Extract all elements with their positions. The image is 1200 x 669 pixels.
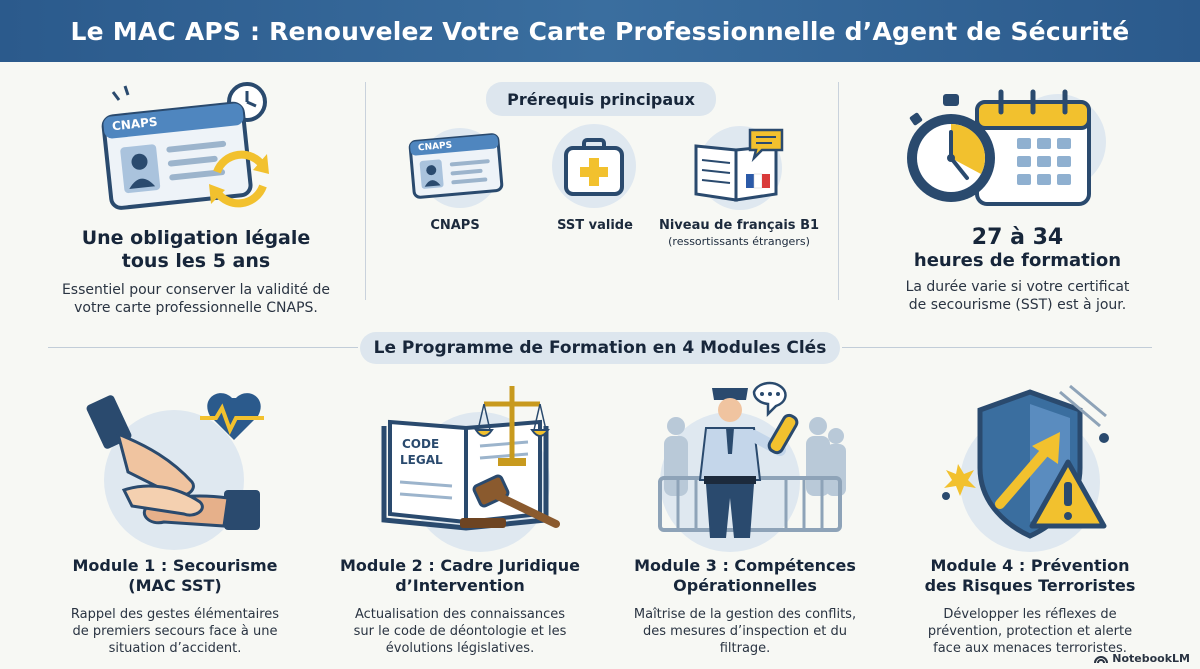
obligation-title-line2: tous les 5 ans [121, 250, 271, 272]
module3-text-line1: Maîtrise de la gestion des conflits, [633, 607, 857, 622]
obligation-text-line1: Essentiel pour conserver la validité de [61, 282, 331, 298]
duration-subtitle: heures de formation [913, 250, 1122, 271]
prereq-card-label: CNAPS [417, 140, 453, 154]
module2-title-line2: d’Intervention [395, 576, 525, 595]
obligation-text-line2: votre carte professionnelle CNAPS. [74, 300, 318, 316]
module-1 [50, 556, 300, 657]
divider-left [365, 82, 366, 300]
module4-text-line3: face aux menaces terroristes. [933, 641, 1127, 656]
duration-block [850, 226, 1185, 314]
card-cnaps-label: CNAPS [111, 114, 159, 134]
module4-title-line2: des Risques Terroristes [924, 576, 1136, 595]
duration-hours: 27 à 34 [971, 225, 1064, 250]
module2-text-line2: sur le code de déontologie et les [353, 624, 567, 639]
module2-text-line1: Actualisation des connaissances [354, 607, 566, 622]
module4-title-line1: Module 4 : Prévention [930, 556, 1130, 575]
obligation-block [40, 227, 352, 317]
notebooklm-logo-icon [1094, 654, 1108, 664]
module3-text-line3: filtrage. [719, 641, 771, 656]
module4-text-line2: prévention, protection et alerte [927, 624, 1133, 639]
section-line-right [842, 347, 1152, 348]
stopwatch-calendar-icon [905, 88, 1105, 218]
section-line-left [48, 347, 358, 348]
card-renewal-icon [95, 80, 285, 220]
module2-title-line1: Module 2 : Cadre Juridique [340, 556, 580, 575]
prereq-french-label: Niveau de français B1 [658, 218, 820, 233]
module1-text-line1: Rappel des gestes élémentaires [70, 607, 280, 622]
module3-text-line2: des mesures d’inspection et du [643, 624, 847, 639]
module1-text-line3: situation d’accident. [108, 641, 242, 656]
prereq-french-sub: (ressortissants étrangers) [668, 235, 810, 248]
module1-text-line2: de premiers secours face à une [72, 624, 278, 639]
page-title: Le MAC APS : Renouvelez Votre Carte Professionnelle d’Agent de Sécurité [70, 16, 1130, 46]
module-3 [610, 556, 880, 657]
module3-title-line1: Module 3 : Compétences [634, 556, 856, 575]
program-heading: Le Programme de Formation en 4 Modules Clés [360, 332, 840, 364]
law-book-title-line2: LEGAL [400, 453, 443, 467]
module1-title-line1: Module 1 : Secourisme [72, 556, 278, 575]
open-book-icon [690, 128, 786, 204]
notebooklm-label: NotebookLM [1112, 652, 1190, 665]
duration-text-line1: La durée varie si votre certificat [905, 279, 1130, 295]
first-aid-kit-icon [562, 138, 626, 198]
module-2 [330, 556, 590, 657]
security-guard-icon [650, 380, 850, 540]
module2-text-line3: évolutions législatives. [385, 641, 535, 656]
module4-text-line1: Développer les réflexes de [943, 607, 1117, 622]
helping-hands-heart-icon [88, 390, 268, 540]
law-book-title-line1: CODE [402, 437, 440, 451]
module-4 [900, 556, 1160, 657]
shield-warning-icon [940, 386, 1120, 546]
module3-title-line2: Opérationnelles [673, 576, 817, 595]
prereq-item-sst: SST valide [557, 218, 633, 233]
prereq-item-cnaps: CNAPS [430, 218, 480, 233]
prereq-heading: Prérequis principaux [486, 82, 716, 116]
module1-title-line2: (MAC SST) [128, 576, 222, 595]
duration-text-line2: de secourisme (SST) est à jour. [908, 297, 1127, 313]
header-banner [0, 0, 1200, 62]
divider-right [838, 82, 839, 300]
notebooklm-badge [1094, 652, 1190, 665]
prereq-item-french [650, 218, 828, 248]
obligation-title-line1: Une obligation légale [81, 227, 311, 249]
